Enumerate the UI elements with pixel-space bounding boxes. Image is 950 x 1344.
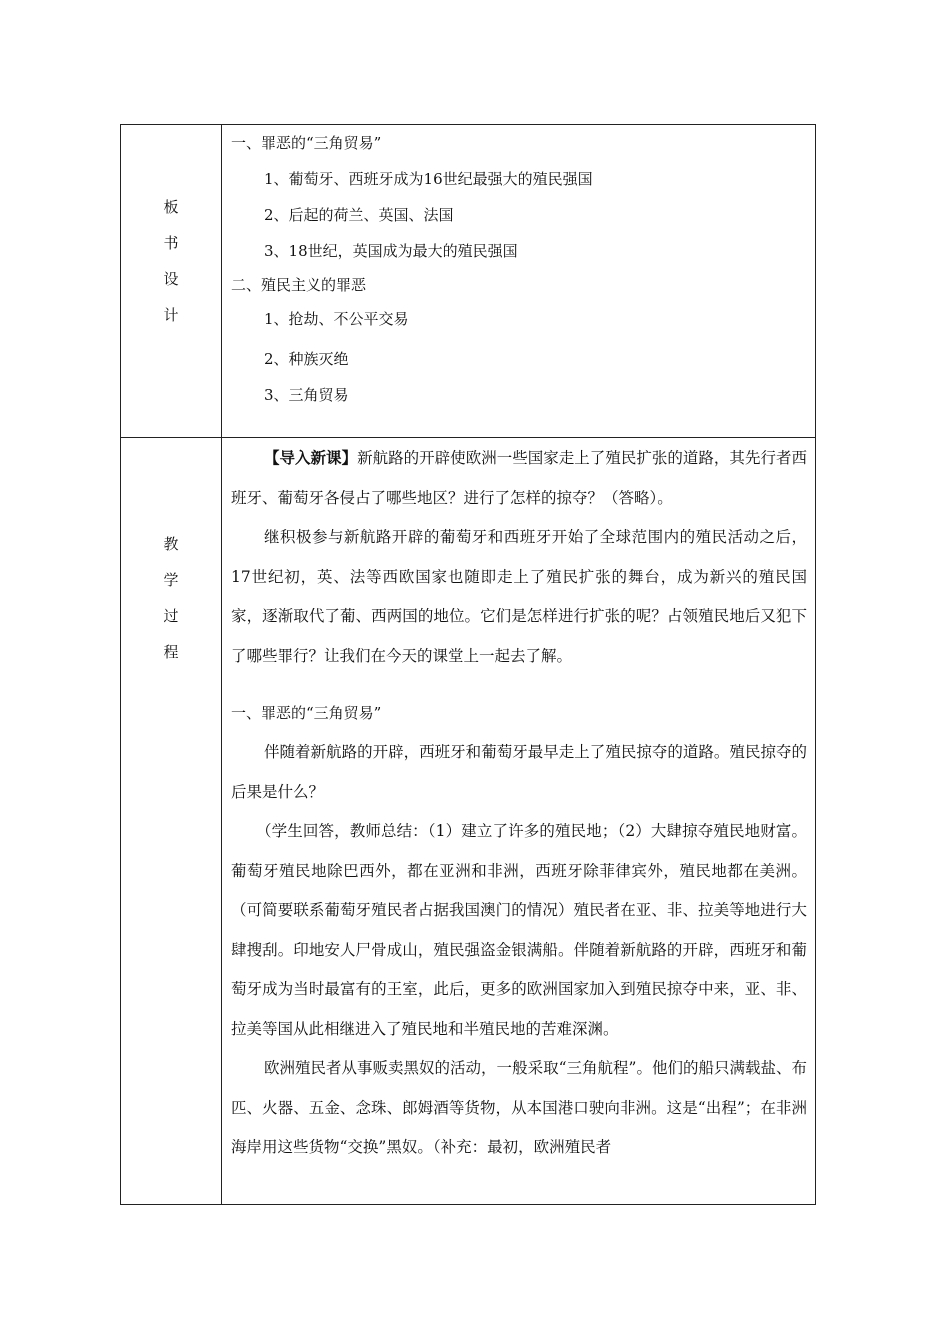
board-design-label-cell	[121, 125, 222, 438]
board-item: 3、18世纪，英国成为最大的殖民强国	[264, 242, 518, 260]
board-heading: 一、罪恶的“三角贸易”	[231, 134, 382, 152]
board-item: 2、种族灭绝	[264, 350, 349, 368]
board-design-content-cell	[222, 125, 816, 438]
teaching-process-content-cell	[222, 438, 816, 1205]
board-design-label	[121, 125, 221, 333]
label-char: 设	[163, 270, 179, 288]
teaching-process-label-cell	[121, 438, 222, 1205]
label-char: 计	[163, 306, 179, 324]
intro-tag: 【导入新课】	[264, 448, 358, 467]
label-char: 板	[163, 198, 179, 216]
label-char: 过	[163, 607, 179, 625]
label-char: 书	[163, 234, 179, 252]
paragraph: 继积极参与新航路开辟的葡萄牙和西班牙开始了全球范围内的殖民活动之后，17世纪初，英、法等西欧国家也随即走上了殖民扩张的舞台，成为新兴的殖民国家，逐渐取代了葡、西两国的地位。它们是怎样进行扩张的呢？占领殖民地后又犯下了哪些罪行？让我们在今天的课堂上一起去了解。	[231, 528, 807, 665]
intro-paragraph	[231, 438, 807, 518]
intro-text: 新航路的开辟使欧洲一些国家走上了殖民扩张的道路，其先行者西班牙、葡萄牙各侵占了哪些地区？进行了怎样的掠夺？（答略）。	[231, 449, 807, 507]
lesson-plan-table	[120, 124, 816, 1205]
label-char: 教	[163, 535, 179, 553]
board-design-row	[121, 125, 816, 438]
board-heading: 二、殖民主义的罪恶	[231, 276, 367, 294]
label-char: 学	[163, 571, 179, 589]
board-item: 1、抢劫、不公平交易	[264, 310, 409, 328]
paragraph: 欧洲殖民者从事贩卖黑奴的活动，一般采取“三角航程”。他们的船只满载盐、布匹、火器、五金、念珠、郎姆酒等货物，从本国港口驶向非洲。这是“出程”；在非洲海岸用这些货物“交换”黑奴。（补充：最初，欧洲殖民者	[231, 1059, 807, 1156]
teaching-process-row	[121, 438, 816, 1205]
paragraph: 伴随着新航路的开辟，西班牙和葡萄牙最早走上了殖民掠夺的道路。殖民掠夺的后果是什么？	[231, 743, 807, 801]
board-item: 2、后起的荷兰、英国、法国	[264, 206, 454, 224]
section-title: 一、罪恶的“三角贸易”	[231, 704, 382, 722]
paragraph: （学生回答，教师总结：（1）建立了许多的殖民地；（2）大肆掠夺殖民地财富。葡萄牙殖民地除巴西外，都在亚洲和非洲，西班牙除菲律宾外，殖民地都在美洲。（可简要联系葡萄牙殖民者占据我国澳门的情况）殖民者在亚、非、拉美等地进行大肆搜刮。印地安人尸骨成山，殖民强盗金银满船。伴随着新航路的开辟，西班牙和葡萄牙成为当时最富有的王室，此后，更多的欧洲国家加入到殖民掠夺中来，亚、非、拉美等国从此相继进入了殖民地和半殖民地的苦难深渊。	[231, 822, 807, 1038]
teaching-process-label	[121, 438, 221, 670]
board-item: 3、三角贸易	[264, 386, 349, 404]
board-item: 1、葡萄牙、西班牙成为16世纪最强大的殖民强国	[264, 170, 593, 188]
label-char: 程	[163, 643, 179, 661]
